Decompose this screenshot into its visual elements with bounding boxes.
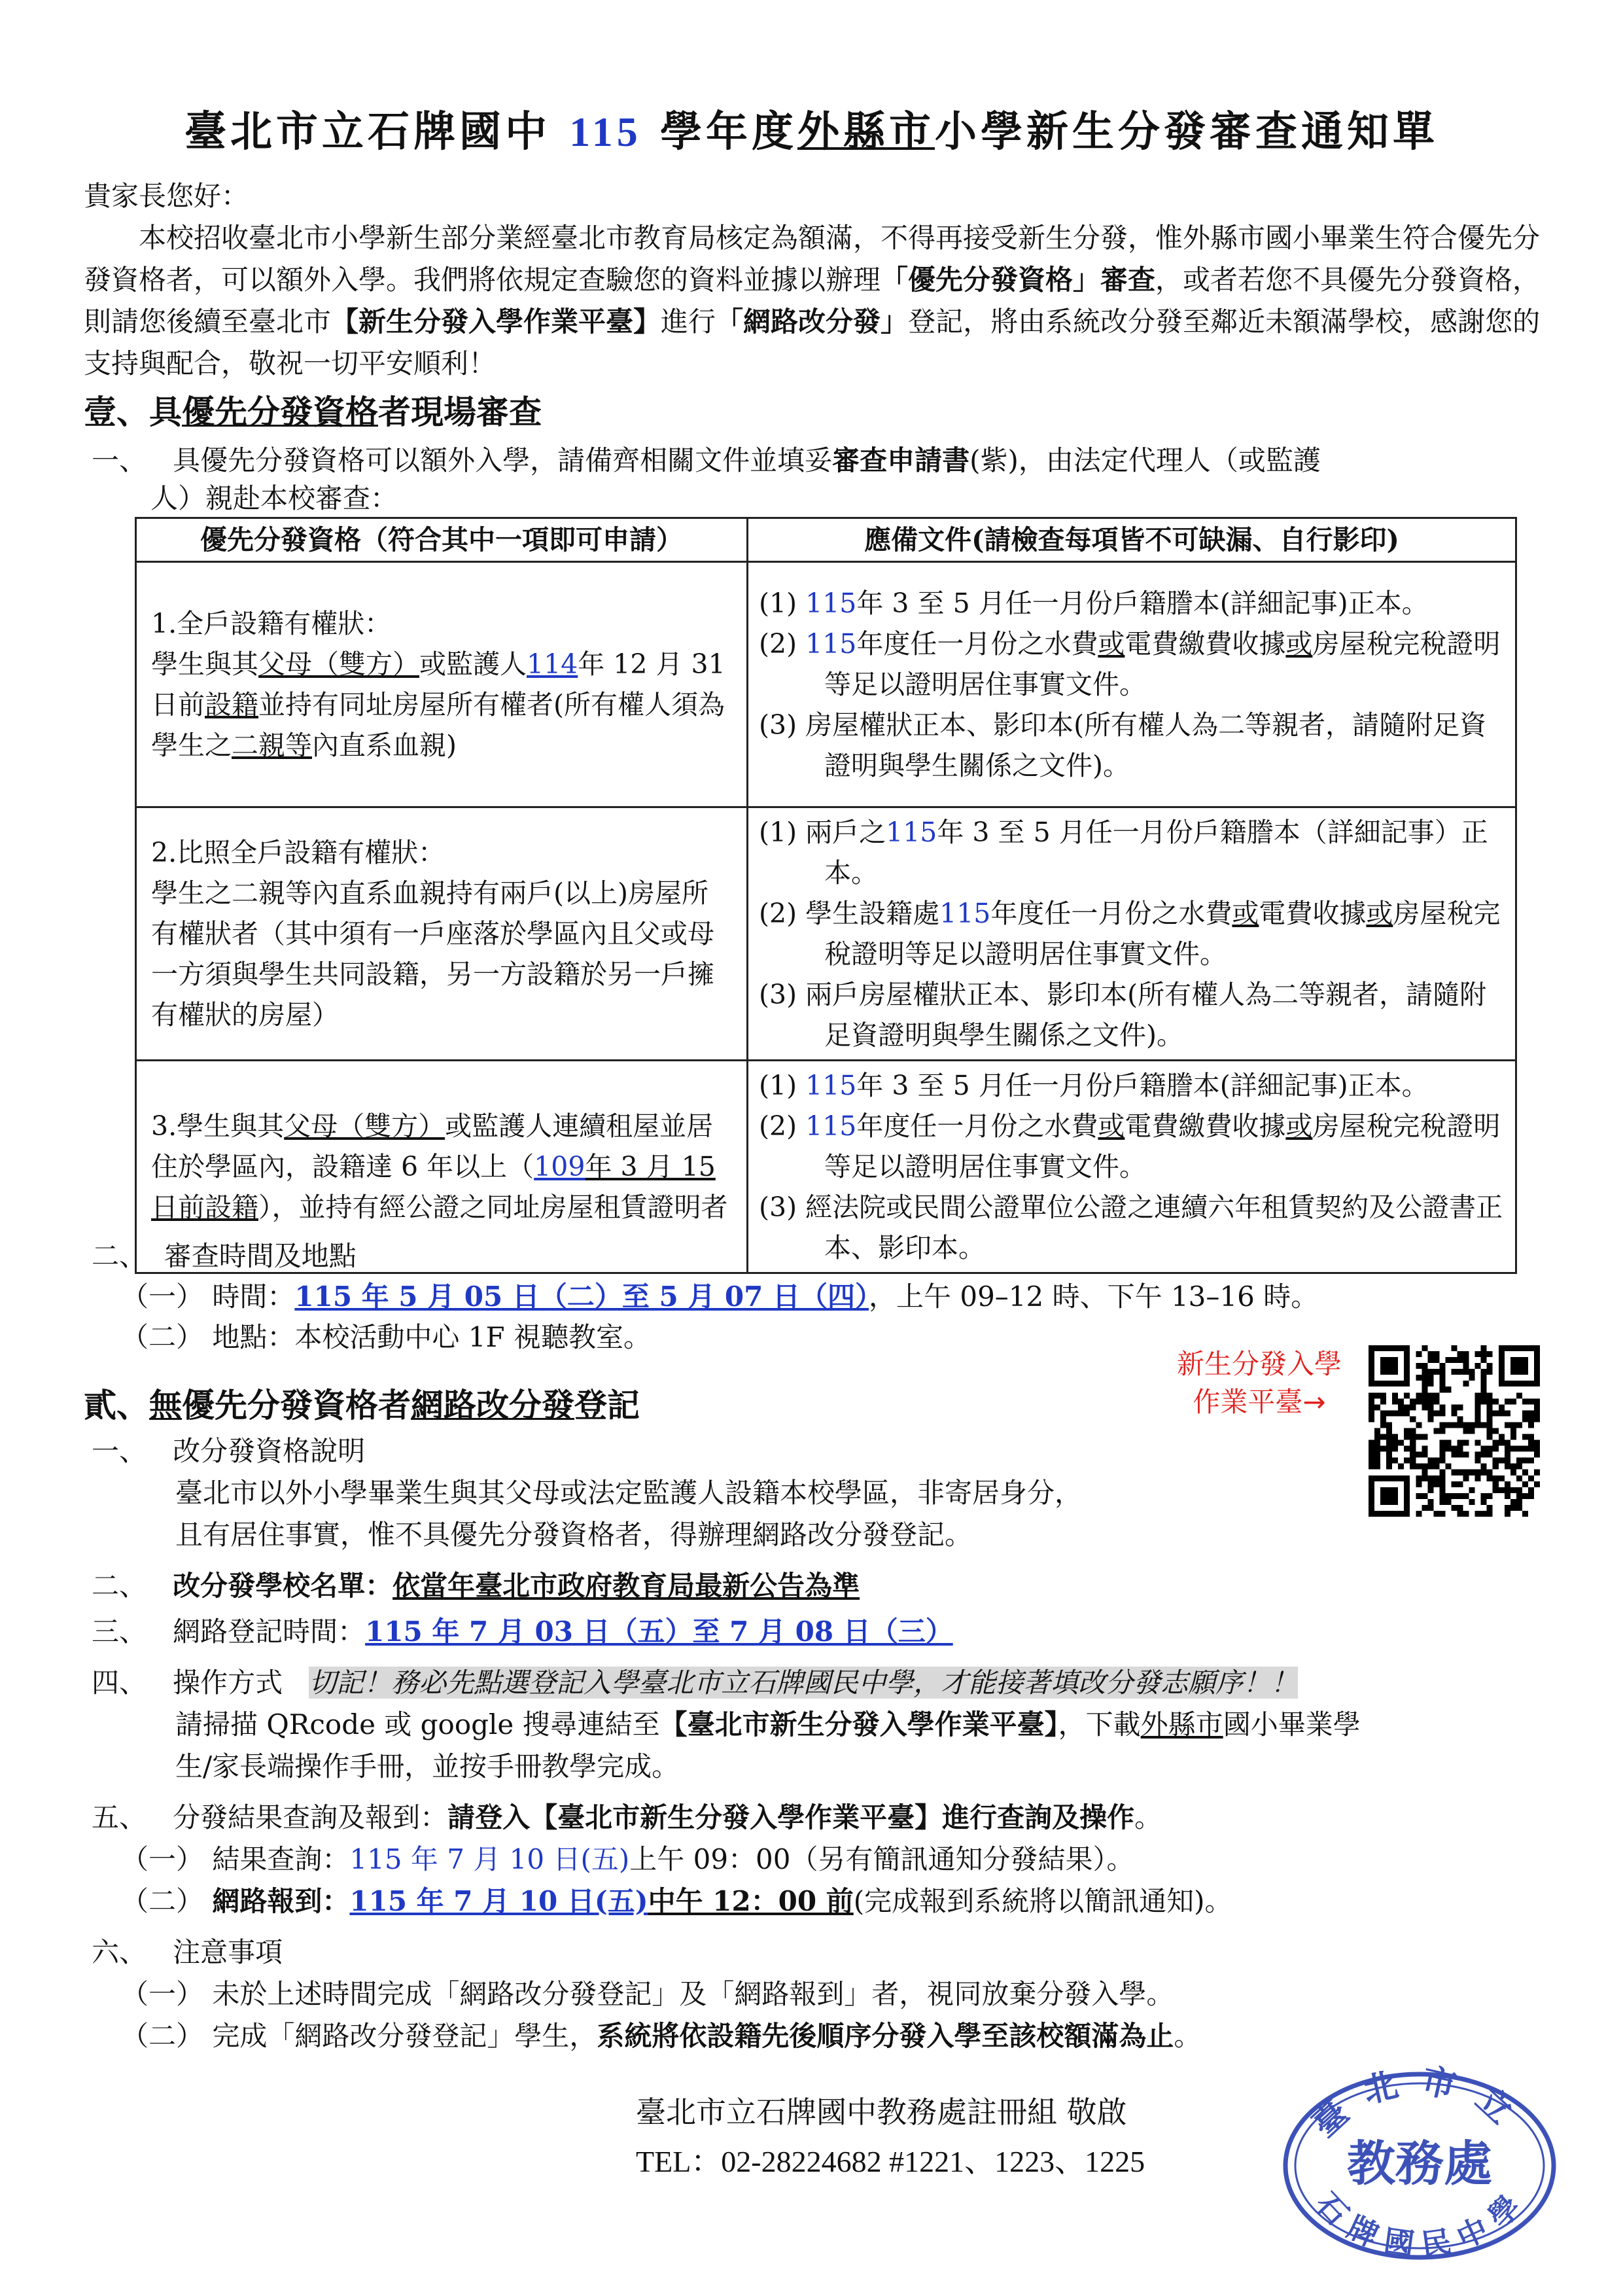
platform-qr-code[interactable]	[1369, 1345, 1540, 1517]
doc-text: 年度任一月份之水費	[856, 1110, 1098, 1142]
section1-item1-cont: 人）親赴本校審查：	[150, 482, 398, 514]
document-item	[759, 812, 1505, 893]
note-2-text-b: 系統將依設籍先後順序分發入學至該校額滿為止	[597, 2020, 1174, 2052]
operation-label: 操作方式	[173, 1667, 283, 1699]
q-text: ），並持有經公證之同址房屋租賃證明者	[258, 1192, 728, 1223]
intro-text-e: 進行	[661, 306, 716, 338]
doc-number: (1)	[759, 1070, 797, 1101]
result-query-rest: 上午 09：00（另有簡訊通知分發結果）。	[629, 1843, 1134, 1875]
item-number: 一、	[92, 444, 147, 476]
table-header-documents: 應備文件(請檢查每項皆不可缺漏、自行影印)	[748, 518, 1516, 562]
qr-label-line2: 作業平臺→	[1193, 1386, 1326, 1418]
footer-tel: TEL：02-28224682 #1221、1223、1225	[636, 2145, 1145, 2178]
result-instruction: 請登入【臺北市新生分發入學作業平臺】進行查詢及操作	[447, 1801, 1135, 1833]
doc-text: 年 3 至 5 月任一月份戶籍謄本（詳細記事）正本。	[824, 817, 1488, 889]
documents-cell	[748, 562, 1516, 807]
item-number: 二、	[92, 1570, 147, 1602]
qualification-body	[151, 644, 732, 766]
doc-text: 經法院或民間公證單位公證之連續六年租賃契約及公證書正本、影印本。	[805, 1192, 1503, 1263]
document-item	[759, 583, 1505, 624]
title-school: 臺北市立石牌國中	[184, 107, 570, 156]
doc-text: 房屋稅完稅證明等足以證明居住事實文件。	[824, 628, 1501, 700]
q-text: 或監護人	[419, 648, 527, 680]
intro-text-g: 登記，將由系統改分發至鄰近未額滿學校，感謝您的支持與配合，敬祝一切平安順利！	[84, 306, 1541, 380]
section2-item1	[92, 1430, 365, 1472]
result-query	[121, 1839, 1134, 1881]
q-underlined: 設籍	[205, 689, 258, 720]
q-text: 年 12 月 31 日前	[151, 648, 725, 720]
document-item	[759, 1065, 1505, 1106]
check-in-deadline: 中午 12：00 前	[648, 1885, 854, 1917]
stamp-center-text: 教務處	[1347, 2136, 1492, 2192]
document-item	[759, 705, 1505, 786]
q-text: 學生與其	[151, 648, 258, 680]
time-label: 時間：	[212, 1280, 295, 1313]
doc-text: 兩戶之	[805, 817, 886, 848]
section1-heading	[84, 386, 542, 433]
period: 。	[1134, 1801, 1162, 1833]
document-item	[759, 624, 1505, 705]
sub-number: （一）	[121, 1280, 204, 1313]
doc-number: (3)	[759, 709, 797, 741]
result-query-label: 結果查詢：	[212, 1843, 350, 1875]
doc-text: 年 3 至 5 月任一月份戶籍謄本(詳細記事)正本。	[856, 588, 1429, 619]
table-row	[136, 562, 1516, 807]
doc-or: 或	[1098, 1110, 1125, 1142]
page-title	[0, 98, 1623, 158]
check-in-label: 網路報到：	[212, 1885, 350, 1917]
stamp-seal	[1276, 2061, 1563, 2264]
intro-text-c: ，或者若您不具優先分發資格，則請您後續至臺北市	[84, 264, 1541, 338]
section2-item1-line1: 臺北市以外小學畢業生與其父母或法定監護人設籍本校學區，非寄居身分，	[175, 1477, 1083, 1509]
stamp-top-text: 臺北市立	[1304, 2061, 1535, 2146]
check-in-date: 115 年 7 月 10 日(五)	[349, 1885, 648, 1917]
doc-year: 115	[805, 588, 857, 619]
section1-heading-a: 壹、具	[84, 393, 182, 431]
doc-year: 115	[886, 817, 937, 848]
doc-year: 115	[805, 1070, 857, 1101]
section1-item1	[92, 440, 1321, 482]
item-text: 改分發資格說明	[173, 1435, 366, 1467]
title-out-of-city: 外縣市	[797, 107, 935, 156]
review-place-text: 地點：本校活動中心 1F 視聽教室。	[212, 1321, 651, 1353]
doc-number: (3)	[759, 1192, 797, 1223]
doc-year: 115	[805, 1110, 857, 1142]
qr-label	[1138, 1345, 1380, 1421]
doc-or: 或	[1285, 628, 1313, 660]
i4-text-d: 國小畢業學	[1223, 1708, 1361, 1740]
result-query-date: 115 年 7 月 10 日(五)	[349, 1843, 630, 1875]
review-dates: 115 年 5 月 05 日（二）至 5 月 07 日（四）	[294, 1280, 869, 1313]
intro-priority-review: 「優先分發資格」審查	[881, 264, 1156, 296]
section1-heading-b: 者現場審查	[378, 393, 542, 431]
doc-or: 或	[1232, 898, 1259, 929]
doc-number: (2)	[759, 898, 797, 929]
q-year: 114	[527, 648, 578, 680]
doc-text: 學生設籍處	[805, 898, 940, 929]
q-year: 109	[534, 1151, 585, 1182]
note-2-text-a: 完成「網路改分發登記」學生，	[212, 2020, 597, 2052]
document-item	[759, 1187, 1505, 1268]
intro-paragraph	[84, 217, 1549, 385]
school-list-value: 依當年臺北市政府教育局最新公告為準	[393, 1570, 860, 1602]
section2-heading-b: 優先分發資格者	[182, 1386, 411, 1424]
section2-item2	[92, 1565, 860, 1607]
doc-text: 年度任一月份之水費	[990, 898, 1232, 929]
item-number: 四、	[92, 1667, 147, 1699]
section2-item4-line2: 生/家長端操作手冊，並按手冊教學完成。	[175, 1750, 680, 1782]
doc-text: 房屋權狀正本、影印本(所有權人為二等親者，請隨附足資證明與學生關係之文件)。	[805, 709, 1487, 781]
section2-heading-a: 貳、	[84, 1386, 149, 1424]
doc-text: 年 3 至 5 月任一月份戶籍謄本(詳細記事)正本。	[856, 1070, 1429, 1101]
registration-dates: 115 年 7 月 03 日（五）至 7 月 08 日（三）	[365, 1616, 953, 1648]
section2-item5	[92, 1797, 1162, 1839]
qualification-title: 1.全戶設籍有權狀：	[151, 608, 392, 639]
notes-label: 注意事項	[173, 1936, 283, 1968]
qualification-body: 學生之二親等內直系血親持有兩戶(以上)房屋所有權狀者（其中須有一戶座落於學區內且父或母一方須與學生共同設籍，另一方設籍於另一戶擁有權狀的房屋）	[151, 877, 714, 1031]
qr-code-graphic	[1369, 1345, 1540, 1517]
document-item	[759, 1106, 1505, 1187]
section2-item6	[92, 1932, 283, 1973]
svg-text:石牌國民中學	[1309, 2185, 1530, 2263]
sub-number: （一）	[121, 1978, 204, 2010]
intro-online-redistribution: 「網路改分發」	[716, 306, 909, 338]
document-item	[759, 974, 1505, 1055]
qualification-cell	[136, 562, 748, 807]
intro-block	[84, 175, 1549, 385]
documents-cell	[748, 807, 1516, 1061]
section1-heading-underlined: 優先分發資格	[182, 393, 378, 431]
item1-text-a: 具優先分發資格可以額外入學，請備齊相關文件並填妥	[173, 444, 833, 476]
title-term: 學年度	[641, 107, 798, 156]
platform-name: 【臺北市新生分發入學作業平臺】	[659, 1708, 1058, 1740]
sub-number: （二）	[121, 1321, 204, 1353]
doc-text: 電費繳費收據	[1125, 628, 1286, 660]
q-text: 內直系血親)	[312, 730, 457, 761]
q-underlined: 二親等	[232, 730, 312, 761]
review-hours: ，上午 09–12 時、下午 13–16 時。	[869, 1280, 1319, 1313]
sub-number: （一）	[121, 1843, 204, 1875]
footer-signature: 臺北市立石牌國中教務處註冊組 敬啟	[636, 2094, 1127, 2130]
period: 。	[1174, 2020, 1202, 2052]
section2-item3	[92, 1611, 953, 1653]
doc-text: 年度任一月份之水費	[856, 628, 1098, 660]
document-item	[759, 893, 1505, 974]
table-header-qualification: 優先分發資格（符合其中一項即可申請）	[136, 518, 748, 562]
note-1-text: 未於上述時間完成「網路改分發登記」及「網路報到」者，視同放棄分發入學。	[212, 1978, 1174, 2010]
note-2	[121, 2015, 1201, 2057]
registration-time-label: 網路登記時間：	[173, 1616, 366, 1648]
item1-text-c: (紫)，由法定代理人（或監護	[969, 444, 1321, 476]
i4-underlined: 外縣市	[1140, 1708, 1223, 1740]
section2-item1-line2: 且有居住事實，惟不具優先分發資格者，得辦理網路改分發登記。	[175, 1519, 973, 1551]
school-list-label: 改分發學校名單：	[173, 1570, 393, 1602]
q-underlined: 父母（雙方）	[284, 1110, 445, 1142]
documents-cell	[748, 1061, 1516, 1273]
doc-number: (2)	[759, 628, 797, 660]
doc-or: 或	[1285, 1110, 1313, 1142]
greeting: 貴家長您好：	[84, 180, 249, 212]
doc-text: 電費收據	[1259, 898, 1367, 929]
item2-text: 審查時間及地點	[164, 1240, 357, 1272]
online-check-in	[121, 1881, 1232, 1922]
item-number: 二、	[92, 1240, 147, 1272]
intro-text-a: 本校招收臺北市小學新生部分業經臺北市教育局核定為額滿，不得再接受新生分發，惟外縣市國小畢業生符合優先分發資格者，可以額外入學。我們將依規定查驗您的資料並據以辦理	[84, 222, 1541, 296]
result-label: 分發結果查詢及報到：	[173, 1801, 448, 1833]
review-application-form: 審查申請書	[832, 444, 970, 476]
doc-text: 房屋稅完稅證明等足以證明居住事實文件。	[824, 1110, 1501, 1182]
q-text: 3.學生與其	[151, 1110, 285, 1142]
note-1	[121, 1973, 1174, 2015]
doc-year: 115	[939, 898, 991, 929]
intro-platform: 【新生分發入學作業平臺】	[331, 306, 661, 338]
requirements-table	[135, 517, 1517, 1274]
doc-or: 或	[1098, 628, 1125, 660]
table-header-row	[136, 518, 1516, 562]
office-stamp	[1276, 2061, 1563, 2264]
qualification-cell	[136, 807, 748, 1061]
section2-heading-u2: 網路改分發	[411, 1386, 574, 1424]
section1-item2	[92, 1235, 357, 1277]
qualification-body	[151, 1106, 732, 1227]
doc-text: 房屋稅完稅證明等足以證明居住事實文件。	[824, 898, 1501, 970]
title-year: 115	[569, 109, 642, 155]
qualification-title: 2.比照全戶設籍有權狀：	[151, 837, 445, 868]
doc-year: 115	[805, 628, 857, 660]
section2-item4-line1	[175, 1704, 1361, 1746]
warning-note: 切記！務必先點選登記入學臺北市立石牌國民中學，才能接著填改分發志願序！！	[309, 1667, 1299, 1699]
doc-number: (3)	[759, 979, 797, 1010]
q-underlined: 年 3 月 15 日前設籍	[151, 1151, 716, 1223]
item-number: 五、	[92, 1801, 147, 1833]
sub-number: （二）	[121, 2020, 204, 2052]
item-number: 六、	[92, 1936, 147, 1968]
review-time	[121, 1276, 1318, 1318]
section2-heading	[84, 1379, 640, 1426]
section2-item4	[92, 1662, 1298, 1704]
item-number: 三、	[92, 1616, 147, 1648]
i4-text-c: ，下載	[1058, 1708, 1141, 1740]
table-row	[136, 807, 1516, 1061]
i4-text-a: 請掃描 QRcode 或 google 搜尋連結至	[175, 1708, 660, 1740]
q-text: 或監護人連續租屋並居住於學區內，設籍達 6 年以上（	[151, 1110, 714, 1182]
review-place	[121, 1316, 651, 1358]
item-number: 一、	[92, 1435, 147, 1467]
doc-number: (1)	[759, 588, 797, 619]
check-in-rest: (完成報到系統將以簡訊通知)。	[853, 1885, 1232, 1917]
doc-text: 電費繳費收據	[1125, 1110, 1286, 1142]
stamp-bottom-text: 石牌國民中學	[1309, 2185, 1530, 2263]
doc-number: (2)	[759, 1110, 797, 1142]
sub-number: （二）	[121, 1885, 204, 1917]
doc-or: 或	[1366, 898, 1393, 929]
doc-text: 兩戶房屋權狀正本、影印本(所有權人為二等親者，請隨附足資證明與學生關係之文件)。	[805, 979, 1487, 1051]
doc-number: (1)	[759, 817, 797, 848]
q-underlined: 父母（雙方）	[258, 648, 419, 680]
qr-label-line1: 新生分發入學	[1176, 1348, 1342, 1380]
q-text: 並持有同址房屋所有權者(所有權人須為學生之	[151, 689, 725, 761]
title-rest: 小學新生分發審查通知單	[935, 107, 1439, 156]
section2-heading-u1: 無	[149, 1386, 182, 1424]
section2-heading-c: 登記	[574, 1386, 640, 1424]
